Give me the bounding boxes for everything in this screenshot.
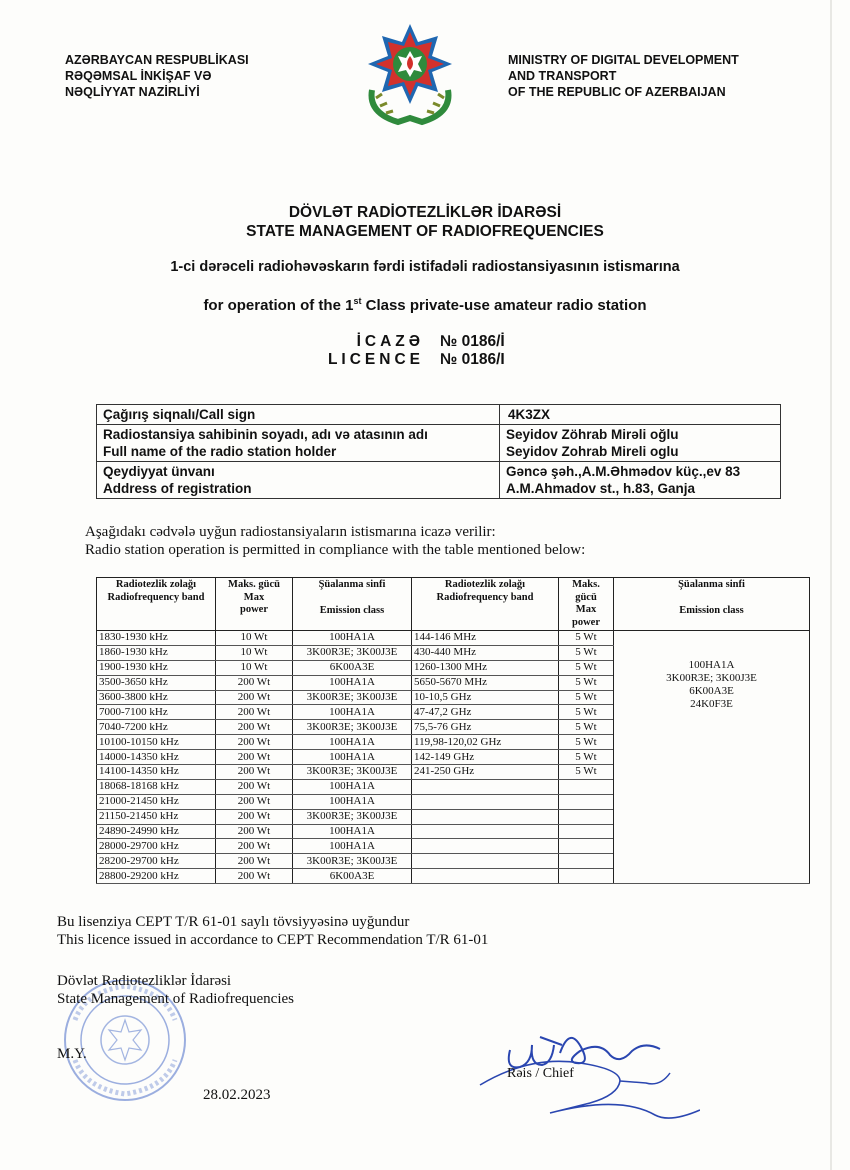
header-power-1	[216, 578, 293, 631]
band-cell-emission: 3K00R3E; 3K00J3E	[293, 690, 412, 705]
band-cell-power2: 5 Wt	[559, 765, 614, 780]
band-cell-emission: 3K00R3E; 3K00J3E	[293, 809, 412, 824]
band-cell-power: 200 Wt	[216, 705, 293, 720]
band-cell-band: 21150-21450 kHz	[97, 809, 216, 824]
band-cell-power2	[559, 794, 614, 809]
cept-statement-en: This licence issued in accordance to CEPT Recommendation T/R 61-01	[57, 932, 489, 948]
header-text: Radiotezlik zolağı	[444, 579, 526, 590]
header-text: power	[240, 604, 268, 615]
address-label-az: Qeydiyyat ünvanı	[103, 464, 215, 479]
band-cell-emission: 100HA1A	[293, 705, 412, 720]
ministry-az-line: NƏQLİYYAT NAZİRLİYİ	[65, 85, 200, 99]
band-cell-band: 28200-29700 kHz	[97, 854, 216, 869]
signature-icon	[470, 1015, 700, 1125]
header-text: Radiofrequency band	[436, 591, 534, 603]
band-cell-emission: 100HA1A	[293, 824, 412, 839]
band-cell-emission: 3K00R3E; 3K00J3E	[293, 854, 412, 869]
cept-statement	[57, 913, 488, 949]
band-cell-band2: 75,5-76 GHz	[412, 720, 559, 735]
holder-value	[500, 425, 781, 462]
holder-value-az: Seyidov Zöhrab Mirəli oğlu	[506, 427, 679, 442]
licence-word-en: LICENCE	[327, 351, 424, 368]
issue-date: 28.02.2023	[203, 1087, 271, 1103]
band-cell-band2: 430-440 MHz	[412, 645, 559, 660]
authority-name-az: Dövlət Radiotezliklər İdarəsi	[57, 973, 232, 989]
seal-mark: M.Y.	[57, 1046, 87, 1062]
holder-label	[97, 425, 500, 462]
band-cell-band2: 144-146 MHz	[412, 631, 559, 646]
band-cell-band: 14000-14350 kHz	[97, 750, 216, 765]
high-band-emission: 24K0F3E	[690, 698, 733, 710]
authority-name	[57, 972, 294, 1008]
high-band-emission: 3K00R3E; 3K00J3E	[666, 672, 757, 684]
band-cell-power: 200 Wt	[216, 869, 293, 884]
band-cell-band: 7040-7200 kHz	[97, 720, 216, 735]
agency-title-az: DÖVLƏT RADİOTEZLİKLƏR İDARƏSİ	[288, 204, 562, 221]
purpose-en-post: Class private-use amateur radio station	[361, 297, 647, 314]
band-cell-emission: 100HA1A	[293, 839, 412, 854]
header-emission-1	[293, 578, 412, 631]
band-cell-band: 28800-29200 kHz	[97, 869, 216, 884]
band-cell-power2	[559, 779, 614, 794]
ministry-az-line: AZƏRBAYCAN RESPUBLİKASI	[65, 53, 249, 67]
licence-words	[316, 333, 424, 369]
band-cell-power: 10 Wt	[216, 645, 293, 660]
header-emission-2	[614, 578, 810, 631]
agency-title	[0, 203, 850, 241]
licence-word-az: İCAZƏ	[356, 333, 424, 350]
header-band-2	[412, 578, 559, 631]
header-text: Maks.	[572, 579, 600, 590]
band-cell-power2: 5 Wt	[559, 660, 614, 675]
band-cell-power: 200 Wt	[216, 735, 293, 750]
band-cell-band2: 47-47,2 GHz	[412, 705, 559, 720]
bands-header-row	[97, 578, 810, 631]
band-cell-band: 24890-24990 kHz	[97, 824, 216, 839]
band-cell-band: 1900-1930 kHz	[97, 660, 216, 675]
band-cell-power: 10 Wt	[216, 631, 293, 646]
ministry-name-en	[508, 52, 739, 100]
band-cell-band2	[412, 794, 559, 809]
agency-title-en: STATE MANAGEMENT OF RADIOFREQUENCIES	[246, 223, 604, 240]
band-cell-band: 18068-18168 kHz	[97, 779, 216, 794]
header-text: power	[572, 616, 600, 628]
band-cell-band: 10100-10150 kHz	[97, 735, 216, 750]
header-text: Emission class	[319, 604, 385, 616]
band-cell-band: 21000-21450 kHz	[97, 794, 216, 809]
address-label-en: Address of registration	[103, 481, 252, 496]
band-cell-power2	[559, 809, 614, 824]
high-band-emission: 6K00A3E	[689, 685, 734, 697]
holder-label-en: Full name of the radio station holder	[103, 444, 337, 459]
band-cell-power: 200 Wt	[216, 794, 293, 809]
band-cell-power: 200 Wt	[216, 854, 293, 869]
header-text: Şüalanma sinfi	[678, 579, 745, 590]
header-power-2	[559, 578, 614, 631]
address-value-az: Gəncə şəh.,A.M.Əhmədov küç.,ev 83	[506, 464, 741, 479]
band-cell-power2: 5 Wt	[559, 735, 614, 750]
band-cell-power2: 5 Wt	[559, 720, 614, 735]
header-text: Radiofrequency band	[107, 591, 205, 603]
band-cell-band2: 142-149 GHz	[412, 750, 559, 765]
band-cell-band2: 10-10,5 GHz	[412, 690, 559, 705]
band-cell-band2	[412, 869, 559, 884]
header-text: Emission class	[679, 604, 744, 616]
address-value	[500, 462, 781, 499]
header-text: Max	[575, 604, 597, 615]
band-cell-band2: 1260-1300 MHz	[412, 660, 559, 675]
address-value-en: A.M.Ahmadov st., h.83, Ganja	[506, 481, 696, 496]
header-text: Radiotezlik zolağı	[115, 579, 197, 590]
band-cell-band: 7000-7100 kHz	[97, 705, 216, 720]
high-band-emission: 100HA1A	[688, 659, 735, 671]
band-cell-power: 10 Wt	[216, 660, 293, 675]
licence-number-az: № 0186/İ	[440, 333, 505, 350]
holder-info-table	[96, 404, 781, 499]
band-cell-emission: 3K00R3E; 3K00J3E	[293, 645, 412, 660]
holder-value-en: Seyidov Zohrab Mireli oglu	[506, 444, 679, 459]
purpose-az: 1-ci dərəceli radiohəvəskarın fərdi istifadəli radiostansiyasının istismarına	[170, 259, 680, 275]
band-cell-band2	[412, 809, 559, 824]
band-cell-emission: 100HA1A	[293, 750, 412, 765]
band-cell-emission: 100HA1A	[293, 735, 412, 750]
band-cell-band: 1830-1930 kHz	[97, 631, 216, 646]
ministry-en-line: OF THE REPUBLIC OF AZERBAIJAN	[508, 85, 726, 99]
bands-body	[97, 631, 810, 884]
band-cell-power: 200 Wt	[216, 675, 293, 690]
band-cell-emission: 100HA1A	[293, 675, 412, 690]
band-cell-band: 3500-3650 kHz	[97, 675, 216, 690]
call-sign-row	[97, 405, 781, 425]
header-text: Şüalanma sinfi	[318, 579, 386, 590]
band-cell-band2	[412, 854, 559, 869]
band-cell-power2: 5 Wt	[559, 690, 614, 705]
authority-name-en: State Management of Radiofrequencies	[57, 991, 294, 1007]
band-cell-band2	[412, 779, 559, 794]
header-text: gücü	[575, 591, 597, 603]
band-cell-emission: 100HA1A	[293, 631, 412, 646]
band-cell-power2: 5 Wt	[559, 750, 614, 765]
call-sign-value: 4K3ZX	[500, 405, 781, 425]
ministry-en-line: AND TRANSPORT	[508, 69, 617, 83]
permission-note-en: Radio station operation is permitted in compliance with the table mentioned below:	[85, 542, 586, 558]
band-cell-power2	[559, 854, 614, 869]
band-cell-emission: 3K00R3E; 3K00J3E	[293, 765, 412, 780]
band-cell-power: 200 Wt	[216, 720, 293, 735]
band-cell-emission: 3K00R3E; 3K00J3E	[293, 720, 412, 735]
band-cell-power2: 5 Wt	[559, 705, 614, 720]
permission-note	[85, 523, 585, 559]
call-sign-label: Çağırış siqnalı/Call sign	[97, 405, 500, 425]
band-cell-power2: 5 Wt	[559, 631, 614, 646]
band-cell-band: 14100-14350 kHz	[97, 765, 216, 780]
band-cell-band: 1860-1930 kHz	[97, 645, 216, 660]
band-cell-power: 200 Wt	[216, 839, 293, 854]
permission-note-az: Aşağıdakı cədvələ uyğun radiostansiyaların istismarına icazə verilir:	[85, 524, 496, 540]
ministry-az-line: RƏQƏMSAL İNKİŞAF VƏ	[65, 69, 212, 83]
address-row	[97, 462, 781, 499]
high-band-emissions	[614, 631, 810, 884]
band-cell-power2	[559, 839, 614, 854]
band-cell-band2: 241-250 GHz	[412, 765, 559, 780]
band-cell-band: 28000-29700 kHz	[97, 839, 216, 854]
band-cell-power: 200 Wt	[216, 765, 293, 780]
holder-label-az: Radiostansiya sahibinin soyadı, adı və atasının adı	[103, 427, 428, 442]
band-cell-band2: 5650-5670 MHz	[412, 675, 559, 690]
band-cell-power: 200 Wt	[216, 824, 293, 839]
band-cell-emission: 100HA1A	[293, 779, 412, 794]
band-cell-power2	[559, 869, 614, 884]
band-row	[97, 631, 810, 646]
band-cell-power: 200 Wt	[216, 779, 293, 794]
band-cell-band2	[412, 839, 559, 854]
band-cell-emission: 100HA1A	[293, 794, 412, 809]
band-cell-band2: 119,98-120,02 GHz	[412, 735, 559, 750]
band-cell-band2	[412, 824, 559, 839]
band-cell-power2: 5 Wt	[559, 645, 614, 660]
header-band-1	[97, 578, 216, 631]
header-text: Max	[243, 591, 265, 603]
band-cell-power: 200 Wt	[216, 690, 293, 705]
purpose-en-sup: st	[353, 296, 362, 306]
band-cell-emission: 6K00A3E	[293, 869, 412, 884]
band-cell-emission: 6K00A3E	[293, 660, 412, 675]
signatory-title: Rəis / Chief	[507, 1066, 574, 1081]
purpose-en-pre: for operation of the 1	[203, 297, 354, 314]
band-cell-power2	[559, 824, 614, 839]
licence-number-en: № 0186/I	[440, 351, 505, 368]
ministry-name-az	[65, 52, 249, 100]
band-cell-power: 200 Wt	[216, 809, 293, 824]
band-cell-power: 200 Wt	[216, 750, 293, 765]
address-label	[97, 462, 500, 499]
state-emblem-icon	[358, 18, 462, 130]
band-cell-power2: 5 Wt	[559, 675, 614, 690]
header-text: Maks. gücü	[228, 579, 280, 590]
frequency-bands-table	[96, 577, 810, 884]
ministry-en-line: MINISTRY OF DIGITAL DEVELOPMENT	[508, 53, 739, 67]
purpose-en	[0, 296, 850, 314]
band-cell-band: 3600-3800 kHz	[97, 690, 216, 705]
cept-statement-az: Bu lisenziya CEPT T/R 61-01 saylı tövsiyyəsinə uyğundur	[57, 914, 410, 930]
scan-edge	[830, 0, 832, 1170]
holder-row	[97, 425, 781, 462]
licence-numbers	[440, 333, 505, 369]
